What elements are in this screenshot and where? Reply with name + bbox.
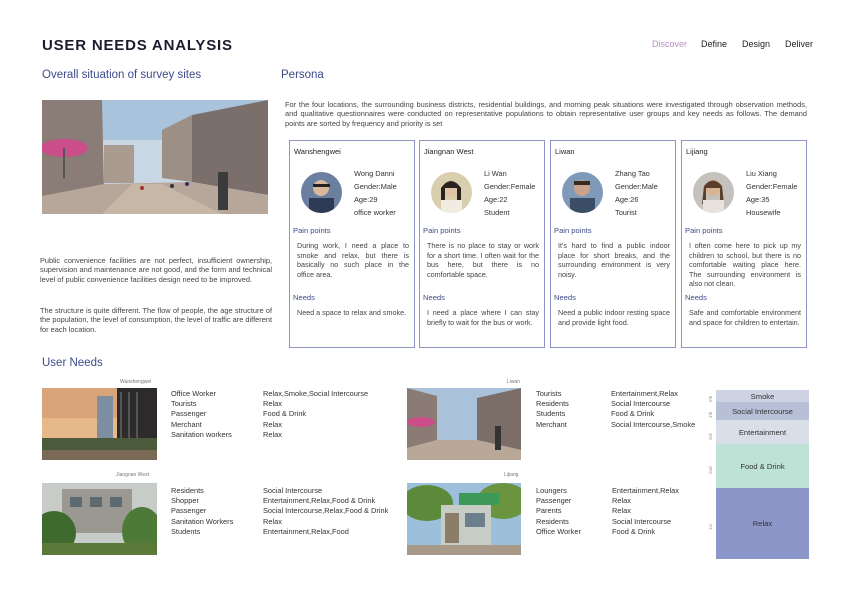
persona-location: Lijiang <box>686 147 708 156</box>
user-need: Food & Drink <box>611 409 655 419</box>
user-need: Relax <box>612 506 631 516</box>
needs-text: I need a place where I can stay briefly to wait for the bus or work. <box>427 308 539 327</box>
site-needs <box>612 486 679 537</box>
user-need: Social Intercourse <box>612 516 672 526</box>
site-photo <box>407 483 521 555</box>
user-need: Entertainment,Relax <box>612 486 679 495</box>
pain-points-label: Pain points <box>685 226 723 235</box>
persona-info <box>354 167 397 219</box>
pain-points-text: It's hard to find a public indoor place for short breaks, and the surrounding environment is very noisy. <box>558 241 670 279</box>
site-photo <box>407 388 521 460</box>
needs-label: Needs <box>554 293 576 302</box>
user-need: Relax,Smoke,Social Intercourse <box>263 389 369 398</box>
persona-info <box>615 167 658 219</box>
user-type: Merchant <box>171 419 202 429</box>
needs-label: Needs <box>423 293 445 302</box>
survey-paragraph-1: Public convenience facilities are not perfect, insufficient ownership, supervision and maintenance are not good, and the form and technical level of public convenience facilities design need to be improved. <box>40 256 272 284</box>
survey-paragraph-2: The structure is quite different. The flow of people, the age structure of the population, the level of consumption, the level of traffic are different for each location. <box>40 306 272 334</box>
persona-age: Age:22 <box>484 195 508 204</box>
persona-name: Wong Danni <box>354 169 395 178</box>
persona-gender: Gender:Female <box>484 182 536 191</box>
user-need: Relax <box>263 516 282 526</box>
site-users <box>171 389 232 440</box>
persona-age: Age:35 <box>746 195 770 204</box>
user-needs-heading: User Needs <box>42 357 103 369</box>
nav-define[interactable]: Define <box>701 39 728 49</box>
street-photo <box>42 100 268 214</box>
user-need: Entertainment,Relax,Food <box>263 526 349 536</box>
rank-label: 4th <box>708 411 713 418</box>
user-type: Passenger <box>171 409 207 419</box>
nav-design[interactable]: Design <box>742 39 771 49</box>
user-type: Residents <box>536 399 569 409</box>
user-type: Passenger <box>536 496 572 506</box>
needs-text: Need a public indoor resting space and provide light food. <box>558 308 670 327</box>
user-need: Relax <box>612 496 631 506</box>
persona-card <box>289 140 415 348</box>
priority-bar-relax: Relax <box>716 488 809 559</box>
site-users <box>171 486 233 537</box>
site-users <box>536 486 581 537</box>
site-caption: Wanshengwei <box>120 379 152 385</box>
persona-intro: For the four locations, the surrounding business districts, residential buildings, and morning peak situations were investigated through observation methods, and qualitative questionnaires were conducted on representative populations to obtain representative user groups and key needs as follows. The demand points are sorted by frequency and priority is set <box>285 100 807 128</box>
nav-deliver[interactable]: Deliver <box>785 39 814 49</box>
persona-name: Liu Xiang <box>746 169 777 178</box>
pain-points-label: Pain points <box>554 226 592 235</box>
site-users <box>536 389 569 430</box>
persona-location: Jiangnan West <box>424 147 474 156</box>
user-type: Residents <box>536 516 569 526</box>
rank-label: 2nd <box>708 466 713 474</box>
priority-bar-social: Social Intercourse <box>716 402 809 420</box>
user-type: Shopper <box>171 496 199 506</box>
persona-gender: Gender:Female <box>746 182 798 191</box>
persona-gender: Gender:Male <box>354 182 397 191</box>
user-need: Entertainment,Relax <box>611 389 678 398</box>
persona-heading: Persona <box>281 69 324 81</box>
site-needs <box>263 389 368 440</box>
persona-name: Li Wan <box>484 169 507 178</box>
site-needs <box>611 389 695 430</box>
persona-card <box>550 140 676 348</box>
user-type: Residents <box>171 486 204 495</box>
avatar <box>301 172 342 213</box>
user-need: Social Intercourse <box>263 486 323 495</box>
priority-bar-smoke: Smoke <box>716 390 809 402</box>
persona-age: Age:26 <box>615 195 639 204</box>
avatar <box>562 172 603 213</box>
rank-label: 3rd <box>708 433 713 440</box>
user-need: Food & Drink <box>612 526 656 536</box>
user-type: Office Worker <box>171 389 216 398</box>
priority-bar-food: Food & Drink <box>716 444 809 488</box>
persona-location: Liwan <box>555 147 575 156</box>
needs-label: Needs <box>685 293 707 302</box>
needs-text: Need a space to relax and smoke. <box>297 308 407 317</box>
site-photo <box>42 483 157 555</box>
page-title: USER NEEDS ANALYSIS <box>42 37 233 54</box>
user-need: Entertainment,Relax,Food & Drink <box>263 496 376 506</box>
user-type: Parents <box>536 506 562 516</box>
persona-info <box>484 167 535 219</box>
site-photo <box>42 388 157 460</box>
pain-points-text: There is no place to stay or work for a short time. I often wait for the bus here, but there is no comfortable space. <box>427 241 539 279</box>
survey-heading: Overall situation of survey sites <box>42 69 202 81</box>
persona-location: Wanshengwei <box>294 147 341 156</box>
rank-label: 5th <box>708 395 713 402</box>
pain-points-label: Pain points <box>293 226 331 235</box>
user-type: Tourists <box>171 399 197 409</box>
needs-label: Needs <box>293 293 315 302</box>
avatar <box>693 172 734 213</box>
user-need: Social Intercourse,Relax,Food & Drink <box>263 506 389 516</box>
rank-label: 1st <box>708 523 713 530</box>
pain-points-text: I often come here to pick up my children to school, but there is no comfortable waiting place here. The surrounding environment is also not clean. <box>689 241 801 289</box>
persona-gender: Gender:Male <box>615 182 658 191</box>
user-need: Relax <box>263 429 282 439</box>
user-type: Tourists <box>536 389 562 398</box>
persona-age: Age:29 <box>354 195 378 204</box>
site-caption: Lijiang <box>504 472 519 478</box>
persona-info <box>746 167 797 219</box>
site-caption: Liwan <box>507 379 521 385</box>
user-need: Food & Drink <box>263 409 307 419</box>
nav-discover[interactable]: Discover <box>652 39 688 49</box>
user-type: Passenger <box>171 506 207 516</box>
site-caption: Jiangnan West <box>116 472 149 478</box>
user-need: Relax <box>263 419 282 429</box>
needs-text: Safe and comfortable environment and space for children to entertain. <box>689 308 801 327</box>
avatar <box>431 172 472 213</box>
site-needs <box>263 486 388 537</box>
user-type: Sanitation workers <box>171 429 232 439</box>
persona-job: Student <box>484 208 510 217</box>
user-type: Students <box>171 526 201 536</box>
user-type: Sanitation Workers <box>171 516 234 526</box>
user-need: Social Intercourse <box>611 399 671 409</box>
persona-job: office worker <box>354 208 396 217</box>
user-need: Relax <box>263 399 282 409</box>
pain-points-text: During work, I need a place to smoke and relax, but there is basically no such place in the office area. <box>297 241 409 279</box>
user-type: Merchant <box>536 419 567 429</box>
user-need: Social Intercourse,Smoke <box>611 419 696 429</box>
user-type: Office Worker <box>536 526 581 536</box>
user-type: Students <box>536 409 566 419</box>
pain-points-label: Pain points <box>423 226 461 235</box>
priority-bar-entertainment: Entertainment <box>716 420 809 444</box>
user-type: Loungers <box>536 486 567 495</box>
persona-card <box>419 140 545 348</box>
persona-job: Housewife <box>746 208 781 217</box>
persona-job: Tourist <box>615 208 637 217</box>
persona-name: Zhang Tao <box>615 169 650 178</box>
persona-card <box>681 140 807 348</box>
